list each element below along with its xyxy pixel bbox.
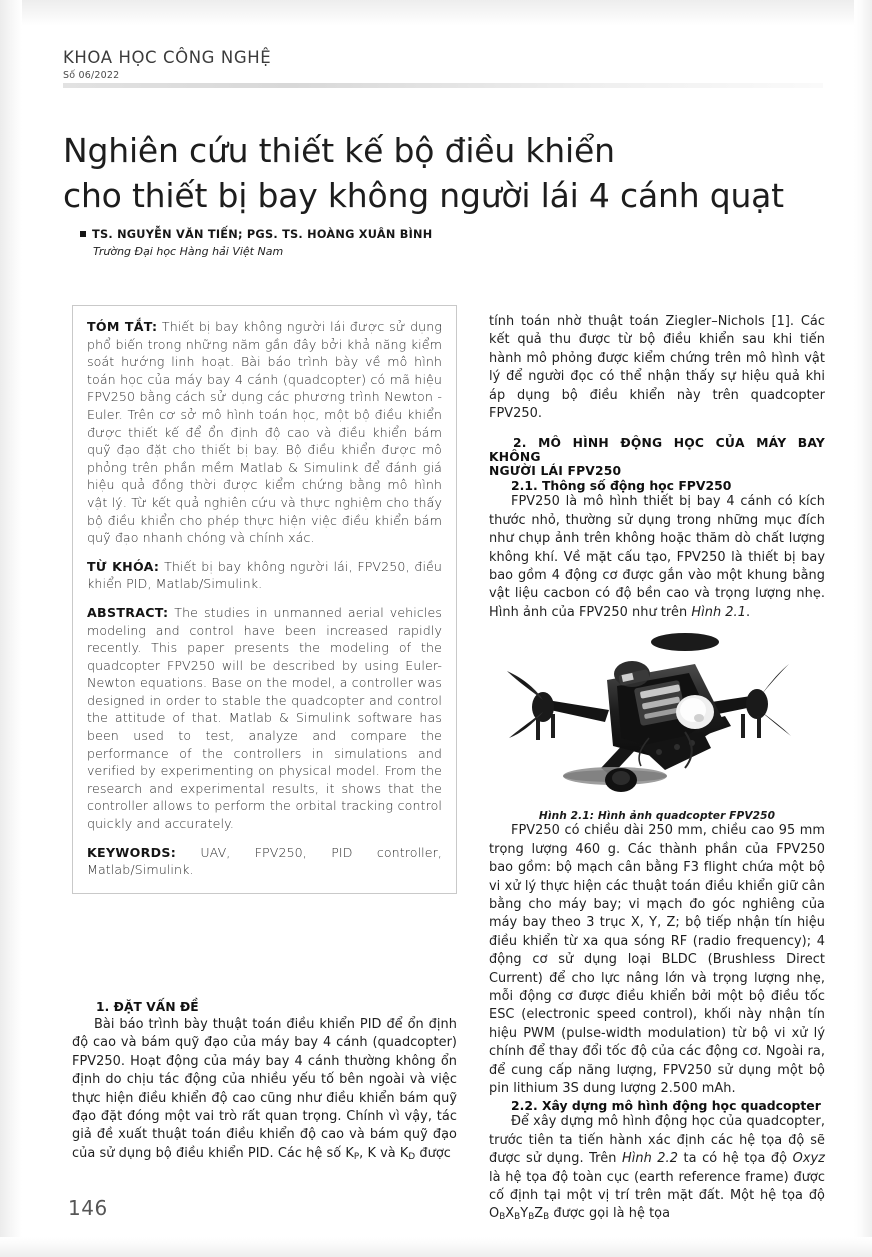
keywords-text: UAV, FPV250, PID controller, Matlab/Simulink.	[87, 844, 442, 878]
continuation-paragraph: tính toán nhờ thuật toán Ziegler–Nichols [1]. Các kết quả thu được từ bộ điều khiển sau khi tiến hành mô phỏng được kiểm chứng trên mô hình vật lý để người đọc có thể nhận thấy sự hiệu quả khi áp dụng bộ điều khiển này trên quadcopter FPV250.	[489, 314, 825, 422]
scan-edge-top	[0, 0, 872, 26]
author-names	[80, 228, 680, 241]
running-head-issue: Số 06/2022	[63, 70, 120, 81]
section-2-1-text-end: .	[745, 604, 751, 620]
header-divider-rule	[63, 83, 823, 88]
abstract-box	[72, 305, 457, 894]
running-head-title: KHOA HỌC CÔNG NGHỆ	[63, 48, 272, 67]
keywords-paragraph	[87, 844, 442, 879]
square-bullet-icon	[80, 231, 86, 237]
quadcopter-photo	[489, 628, 825, 810]
author-affiliation: Trường Đại học Hàng hải Việt Nam	[93, 245, 284, 258]
section-2-2-text-a: Để xây dựng mô hình động học của quadcopter, trước tiên ta tiến hành xác định các hệ tọa độ sẽ được sử dụng. Trên	[489, 1114, 825, 1167]
section-2-heading	[489, 436, 825, 464]
tukhoa-text: Thiết bị bay không người lái, FPV250, điều khiển PID, Matlab/Simulink.	[87, 558, 442, 592]
section-2-2-text-c: là hệ tọa độ toàn cục (earth reference frame) được cố định tại một vị trí trên mặt đất. Một hệ tọa độ O	[489, 1169, 825, 1222]
xb-subscript: B	[514, 1212, 521, 1223]
author-block	[80, 228, 680, 258]
figure-2-1	[489, 628, 825, 822]
figure-ref-2-1: Hình 2.1	[691, 604, 746, 620]
section-1-text-end: được	[415, 1145, 451, 1161]
figure-2-1-caption: Hình 2.1: Hình ảnh quadcopter FPV250	[538, 810, 776, 823]
running-head	[63, 48, 823, 81]
author-names-text: TS. NGUYỄN VĂN TIẾN; PGS. TS. HOÀNG XUÂN BÌNH	[92, 228, 433, 241]
section-2-1-paragraph	[489, 493, 825, 622]
section-2-2-paragraph	[489, 1113, 825, 1226]
section-2-2-text-g: được gọi là hệ tọa	[549, 1206, 671, 1222]
frame-ref-oxyz: Oxyz	[792, 1151, 825, 1167]
section-2-2-text-b: ta có hệ tọa độ	[677, 1151, 793, 1167]
section-1-paragraph	[72, 1016, 457, 1166]
left-column	[72, 305, 457, 894]
yb-subscript: B	[528, 1212, 535, 1223]
kp-subscript: P	[353, 1151, 360, 1162]
tukhoa-paragraph	[87, 558, 442, 593]
right-column	[489, 313, 825, 1227]
scan-edge-bottom	[0, 1237, 872, 1257]
kd-subscript: D	[408, 1151, 416, 1162]
keywords-label: KEYWORDS:	[87, 844, 177, 860]
abstract-label: ABSTRACT:	[87, 604, 169, 620]
page-title	[63, 128, 853, 218]
tomtat-paragraph	[87, 318, 442, 547]
section-2-heading-line-1: 2. MÔ HÌNH ĐỘNG HỌC CỦA MÁY BAY KHÔNG	[489, 436, 825, 465]
article-title-line-1: Nghiên cứu thiết kế bộ điều khiển	[63, 131, 615, 171]
scan-edge-right	[854, 0, 872, 1257]
section-2-1-text: FPV250 là mô hình thiết bị bay 4 cánh có kích thước nhỏ, thường sử dụng trong những mục đích như chụp ảnh trên không hoặc thăm dò chất lượng không khí. Về mặt cấu tạo, FPV250 là thiết bị bay bao gồm 4 động cơ được gắn vào một khung bằng vật liệu cacbon có độ bền cao và trọng lượng nhẹ. Hình ảnh của FPV250 như trên	[489, 494, 825, 620]
article-title-line-2: cho thiết bị bay không người lái 4 cánh quạt	[63, 176, 784, 216]
page-number: 146	[68, 1196, 108, 1220]
figure-following-paragraph: FPV250 có chiều dài 250 mm, chiều cao 95 mm trọng lượng 460 g. Các thành phần của FPV250 bao gồm: bộ mạch cân bằng F3 flight chứa một bộ vi xử lý thực hiện các thuật toán điều khiển giữ cân bằng cho máy bay; vi mạch đo góc nghiêng của máy bay theo 3 trục X, Y, Z; bộ tiếp nhận tín hiệu điều khiển từ xa qua sóng RF (radio frequency); 4 động cơ sử dụng loại BLDC (Brushless Direct Current) để cho lực nâng lớn và trọng lượng nhẹ, mỗi động cơ được điều khiển bởi một bộ điều tốc ESC (electronic speed control), khối này nhận tín hiệu PWM (pulse-width modulation) từ bộ vi xử lý chính để thay đổi tốc độ của các động cơ. Ngoài ra, để cung cấp năng lượng, FPV250 sử dụng một bộ pin lithium 3S dung lượng 2.500 mAh.	[489, 823, 825, 1096]
tomtat-label: TÓM TẮT:	[87, 319, 158, 334]
section-1-text: Bài báo trình bày thuật toán điều khiển PID để ổn định độ cao và bám quỹ đạo của máy bay 4 cánh (quadcopter) FPV250. Hoạt động của máy bay 4 cánh thường không ổn định do chịu tác động của nhiều yếu tố bên ngoài và việc thực hiện điều khiển độ cao cũng như điều khiển bám quỹ đạo đặt đóng một vai trò rất quan trọng. Chính vì vậy, tác giả đề xuất thuật toán điều khiển độ cao và bám quỹ đạo của sử dụng bộ điều khiển PID. Các hệ số K	[72, 1017, 457, 1161]
section-2-heading-cont: NGƯỜI LÁI FPV250	[489, 464, 622, 479]
scan-edge-left	[0, 0, 22, 1257]
ob-subscript: B	[499, 1212, 506, 1223]
zb-subscript: B	[543, 1212, 550, 1223]
section-1-text-mid: , K và K	[359, 1145, 409, 1161]
figure-ref-2-2: Hình 2.2	[621, 1151, 678, 1167]
section-2-2-text-f: Z	[534, 1206, 544, 1222]
tukhoa-label: TỪ KHÓA:	[87, 558, 160, 574]
abstract-paragraph	[87, 604, 442, 833]
section-2-2-text-d: X	[505, 1206, 515, 1222]
tomtat-text: Thiết bị bay không người lái được sử dụng phổ biến trong những năm gần đây bởi khả năng kiểm soát hướng linh hoạt. Bài báo trình bày về mô hình toán học của máy bay 4 cánh (quadcopter) có mã hiệu FPV250 bằng cách sử dụng các phương trình Newton - Euler. Trên cơ sở mô hình toán học, một bộ điều khiển được thiết kế để ổn định độ cao và điều khiển bám quỹ đạo đặt cho thiết bị bay. Bộ điều khiển được mô phỏng trên phần mềm Matlab & Simulink để đánh giá hiệu quả đồng thời được kiểm chứng bằng mô hình vật lý. Từ kết quả nghiên cứu và thực nghiệm cho thấy bộ điều khiển cho phép thực hiện việc điều khiển bám quỹ đạo nhanh chóng và chính xác.	[87, 319, 443, 546]
section-2-1-heading: 2.1. Thông số động học FPV250	[511, 478, 732, 494]
section-1-heading: 1. ĐẶT VẤN ĐỀ	[96, 1000, 199, 1014]
section-1-block	[72, 1000, 457, 1166]
spacer-1	[489, 423, 825, 436]
abstract-text: The studies in unmanned aerial vehicles modeling and control have been increased rapidly recently. This paper presents the modeling of the quadcopter FPV250 will be described by using Euler-Newton equations. Base on the model, a controller was designed in order to stable the quadcopter and control the attitude of that. Matlab & Simulink software has been used to test, analyze and compare the performance of the controllers in simulations and verified by experimenting on physical model. From the research and experimental results, it shows that the controller allows to perform the orbital tracking control quickly and accurately.	[87, 604, 442, 832]
section-2-2-heading: 2.2. Xây dựng mô hình động học quadcopter	[511, 1098, 821, 1114]
quadcopter-drawing-icon	[489, 628, 825, 810]
section-2-2-text-e: Y	[520, 1206, 529, 1222]
